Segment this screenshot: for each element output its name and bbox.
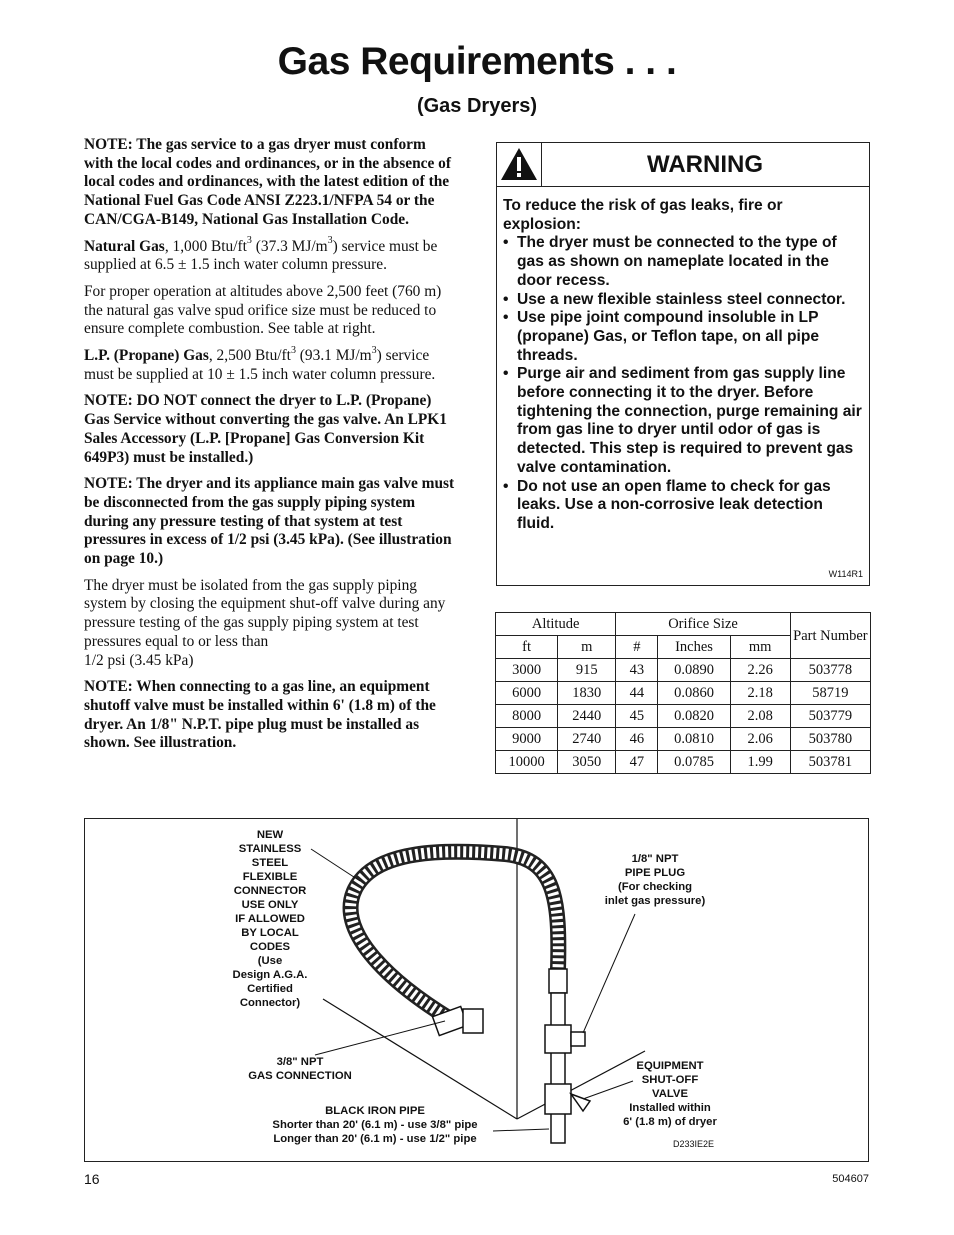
natural-gas-paragraph	[84, 235, 458, 275]
isolate-text: The dryer must be isolated from the gas supply piping system by closing the equipment shut-off valve during any pressure testing of the gas supply piping system at test pressures equal to or less than	[84, 576, 446, 650]
warning-list	[503, 234, 863, 533]
table-row	[496, 682, 871, 705]
label-pipe-plug: 1/8" NPT PIPE PLUG (For checking inlet gas pressure)	[604, 853, 706, 907]
lp-gas-text-c: ) service must be supplied at 10 ± 1.5 inch water column pressure.	[84, 347, 436, 383]
figure-code: D233IE2E	[673, 1139, 715, 1149]
cell-ft: 3000	[496, 659, 558, 682]
cell-mm: 2.08	[730, 705, 790, 728]
cell-number: 43	[616, 659, 658, 682]
page-number: 16	[84, 1171, 100, 1187]
cell-part: 503781	[790, 751, 870, 774]
table-row	[496, 751, 871, 774]
document-number: 504607	[832, 1173, 869, 1185]
header-inches: Inches	[658, 636, 730, 659]
isolate-tail: 1/2 psi (3.45 kPa)	[84, 651, 194, 669]
cell-part: 503779	[790, 705, 870, 728]
cell-ft: 8000	[496, 705, 558, 728]
header-altitude: Altitude	[496, 613, 616, 636]
cell-m: 2740	[558, 728, 616, 751]
cell-inches: 0.0860	[658, 682, 730, 705]
cell-m: 3050	[558, 751, 616, 774]
header-m: m	[558, 636, 616, 659]
warning-item: • The dryer must be connected to the type of gas as shown on nameplate located in the door recess.	[503, 234, 863, 290]
warning-body	[497, 187, 869, 534]
page-subtitle: (Gas Dryers)	[416, 95, 538, 117]
cell-m: 915	[558, 659, 616, 682]
orifice-table	[495, 612, 871, 774]
cell-inches: 0.0785	[658, 751, 730, 774]
superscript-3: 3	[290, 344, 296, 356]
gas-connection-illustration	[84, 818, 869, 1162]
label-black-iron-pipe: BLACK IRON PIPE Shorter than 20' (6.1 m) - use 3/8" pipe Longer than 20' (6.1 m) - use 1/2" pipe	[272, 1105, 478, 1145]
cell-inches: 0.0820	[658, 705, 730, 728]
natural-gas-text-c: ) service must be supplied at 6.5 ± 1.5 inch water column pressure.	[84, 237, 438, 274]
warning-item: • Purge air and sediment from gas supply line before connecting it to the dryer. Before tightening the connection, purge remaining air from gas line to dryer until odor of gas is detected. This step is required to prevent gas valve contamination.	[503, 365, 863, 477]
cell-number: 47	[616, 751, 658, 774]
note-codes: NOTE: The gas service to a gas dryer must conform with the local codes and ordinances, or in the absence of local codes and ordinances, with the latest edition of the National Fuel Gas Code ANSI Z223.1/NFPA 54 or the CAN/CGA-B149, National Gas Installation Code.	[84, 136, 451, 228]
natural-gas-text-a: , 1,000 Btu/ft	[164, 237, 247, 255]
header-orifice-size: Orifice Size	[616, 613, 790, 636]
header-mm: mm	[730, 636, 790, 659]
isolate-paragraph	[84, 577, 458, 671]
warning-item: • Use pipe joint compound insoluble in LP (propane) Gas, or Teflon tape, on all pipe threads.	[503, 309, 863, 365]
lp-gas-paragraph	[84, 344, 458, 384]
warning-code: W114R1	[828, 569, 863, 579]
cell-inches: 0.0810	[658, 728, 730, 751]
natural-gas-label: Natural Gas	[84, 237, 165, 255]
superscript-3: 3	[371, 344, 377, 356]
cell-ft: 10000	[496, 751, 558, 774]
table-group-header-row	[496, 613, 871, 636]
warning-intro: To reduce the risk of gas leaks, fire or explosion:	[503, 197, 783, 233]
warning-triangle-icon	[497, 143, 542, 186]
left-column	[84, 136, 458, 761]
cell-m: 2440	[558, 705, 616, 728]
header-ft: ft	[496, 636, 558, 659]
note-pressure-testing: NOTE: The dryer and its appliance main gas valve must be disconnected from the gas supply piping system during any pressure testing of that system at test pressures in excess of 1/2 psi (3.45 kPa). (See illustration on page 10.)	[84, 475, 455, 568]
label-flexible-connector: NEW STAINLESS STEEL FLEXIBLE CONNECTOR USE ONLY IF ALLOWED BY LOCAL CODES (Use Design A.G.A. Certified Connector)	[232, 829, 308, 1009]
cell-part: 58719	[790, 682, 870, 705]
cell-number: 44	[616, 682, 658, 705]
cell-part: 503780	[790, 728, 870, 751]
lp-gas-label: L.P. (Propane) Gas	[84, 347, 209, 365]
warning-item: • Do not use an open flame to check for gas leaks. Use a non-corrosive leak detection fluid.	[503, 478, 863, 534]
table-row	[496, 659, 871, 682]
cell-number: 45	[616, 705, 658, 728]
lp-gas-text-a: , 2,500 Btu/ft	[208, 347, 291, 365]
cell-mm: 2.26	[730, 659, 790, 682]
lp-gas-text-b: (93.1 MJ/m	[295, 347, 372, 365]
cell-part: 503778	[790, 659, 870, 682]
note-shutoff-valve: NOTE: When connecting to a gas line, an equipment shutoff valve must be installed within 6' (1.8 m) of the dryer. An 1/8" N.P.T. pipe plug must be installed as shown. See illustration.	[84, 678, 436, 752]
cell-mm: 2.18	[730, 682, 790, 705]
superscript-3: 3	[246, 235, 252, 247]
note-lp-conversion: NOTE: DO NOT connect the dryer to L.P. (Propane) Gas Service without converting the gas valve. An LPK1 Sales Accessory (L.P. [Propane] Gas Conversion Kit 649P3) must be installed.)	[84, 392, 447, 466]
cell-number: 46	[616, 728, 658, 751]
label-shutoff-valve: EQUIPMENT SHUT-OFF VALVE Installed within 6' (1.8 m) of dryer	[623, 1060, 717, 1128]
header-part-number: Part Number	[790, 613, 870, 659]
warning-box	[496, 142, 870, 586]
cell-mm: 1.99	[730, 751, 790, 774]
table-row	[496, 705, 871, 728]
cell-inches: 0.0890	[658, 659, 730, 682]
cell-mm: 2.06	[730, 728, 790, 751]
table-row	[496, 728, 871, 751]
warning-header	[497, 143, 869, 187]
label-gas-connection: 3/8" NPT GAS CONNECTION	[248, 1056, 352, 1082]
cell-ft: 6000	[496, 682, 558, 705]
superscript-3: 3	[327, 235, 333, 247]
altitude-paragraph: For proper operation at altitudes above 2,500 feet (760 m) the natural gas valve spud orifice size must be reduced to ensure complete combustion. See table at right.	[84, 282, 442, 338]
header-number: #	[616, 636, 658, 659]
warning-item: • Use a new flexible stainless steel connector.	[503, 291, 863, 310]
cell-ft: 9000	[496, 728, 558, 751]
page-title: Gas Requirements . . .	[277, 40, 677, 83]
natural-gas-text-b: (37.3 MJ/m	[251, 237, 328, 255]
warning-title: WARNING	[647, 151, 763, 178]
cell-m: 1830	[558, 682, 616, 705]
